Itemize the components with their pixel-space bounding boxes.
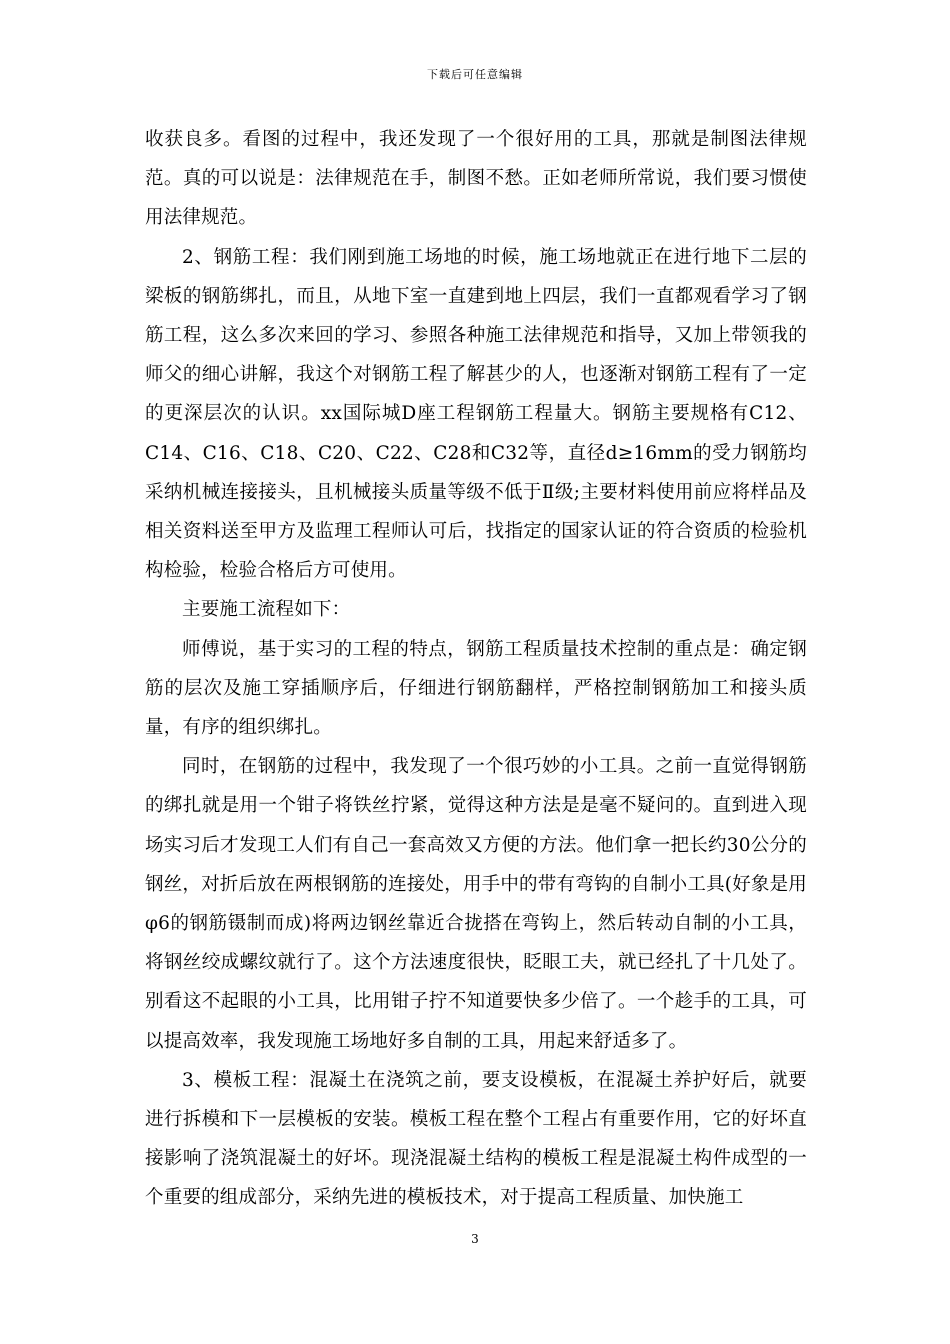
paragraph-tool-discovery: 同时，在钢筋的过程中，我发现了一个很巧妙的小工具。之前一直觉得钢筋的绑扎就是用一个钳子将铁丝拧紧，觉得这种方法是是毫不疑问的。直到进入现场实习后才发现工人们有自己一套高效又方便的方法。他们拿一把长约30公分的钢丝，对折后放在两根钢筋的连接处，用手中的带有弯钩的自制小工具(好象是用φ6的钢筋镊制而成)将两边钢丝靠近合拢搭在弯钩上，然后转动自制的小工具，将钢丝绞成螺纹就行了。这个方法速度很快，眨眼工夫，就已经扎了十几处了。别看这不起眼的小工具，比用钳子拧不知道要快多少倍了。一个趁手的工具，可以提高效率，我发现施工场地好多自制的工具，用起来舒适多了。	[145, 756, 807, 1052]
body-text	[145, 120, 807, 1218]
page-header: 下载后可任意编辑	[427, 68, 523, 81]
paragraph-rebar-engineering: 2、钢筋工程：我们刚到施工场地的时候，施工场地就正在进行地下二层的梁板的钢筋绑扎，而且，从地下室一直建到地上四层，我们一直都观看学习了钢筋工程，这么多次来回的学习、参照各种施工法律规范和指导，又加上带领我的师父的细心讲解，我这个对钢筋工程了解甚少的人，也逐渐对钢筋工程有了一定的更深层次的认识。xx国际城D座工程钢筋工程量大。钢筋主要规格有C12、C14、C16、C18、C20、C22、C28和C32等，直径d≥16mm的受力钢筋均采纳机械连接接头，且机械接头质量等级不低于Ⅱ级;主要材料使用前应将样品及相关资料送至甲方及监理工程师认可后，找指定的国家认证的符合资质的检验机构检验，检验合格后方可使用。	[145, 246, 807, 582]
paragraph-continuation: 收获良多。看图的过程中，我还发现了一个很好用的工具，那就是制图法律规范。真的可以说是：法律规范在手，制图不愁。正如老师所常说，我们要习惯使用法律规范。	[145, 129, 807, 229]
paragraph-construction-process: 主要施工流程如下：	[182, 599, 351, 621]
paragraph-quality-control: 师傅说，基于实习的工程的特点，钢筋工程质量技术控制的重点是：确定钢筋的层次及施工穿插顺序后，仔细进行钢筋翻样，严格控制钢筋加工和接头质量，有序的组织绑扎。	[145, 638, 807, 739]
paragraph-formwork-engineering: 3、模板工程：混凝土在浇筑之前，要支设模板，在混凝土养护好后，就要进行拆模和下一层模板的安装。模板工程在整个工程占有重要作用，它的好坏直接影响了浇筑混凝土的好坏。现浇混凝土结构的模板工程是混凝土构件成型的一个重要的组成部分，采纳先进的模板技术，对于提高工程质量、加快施工	[145, 1069, 807, 1209]
page-number: 3	[471, 1232, 479, 1246]
